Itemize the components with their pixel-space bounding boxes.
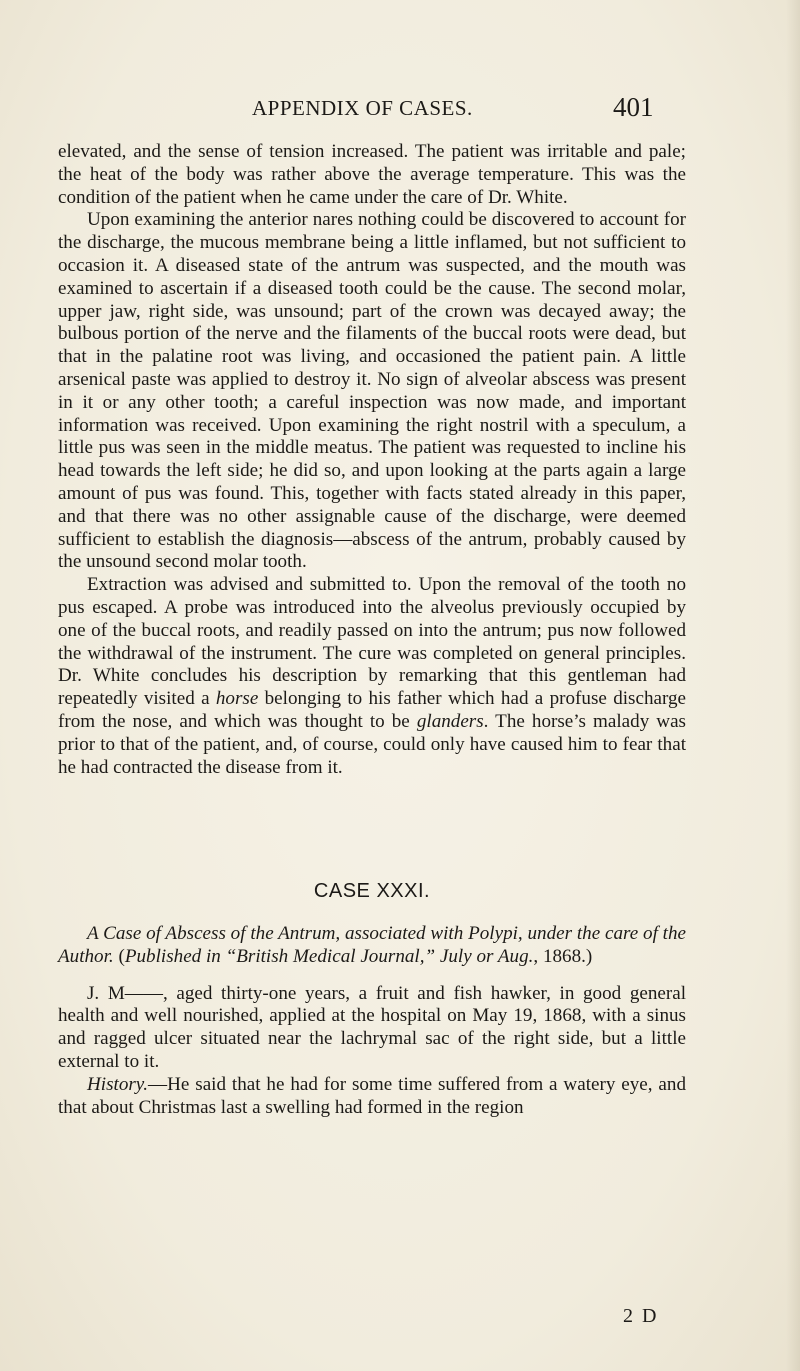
emphasis-glanders: glanders [416, 710, 484, 732]
paragraph-continuation: elevated, and the sense of tension increased. The patient was irritable and pale; the heat of the body was rather above the average temperature. This was the condition of the patient when he came under the care of Dr. White. [58, 141, 686, 208]
paragraph-extraction [58, 574, 686, 779]
case-title-main: A Case of Abscess of the Antrum, associated with Polypi, under the care of the Author. [58, 923, 686, 967]
case-title-paren-open: ( [113, 945, 125, 967]
emphasis-horse: horse [215, 688, 259, 710]
history-label: History. [87, 1073, 149, 1095]
signature-mark: 2 D [623, 1305, 659, 1327]
page-header [0, 92, 800, 128]
paragraph-extraction-text-3: . The horse’s malady was prior to that of the patient, and, of course, could only have caused him to fear that he had contracted the disease from it. [58, 710, 686, 778]
body-text [58, 141, 686, 779]
page-number: 401 [613, 92, 654, 122]
case-paragraph-history [58, 1074, 686, 1120]
case-paragraph-patient: J. M——, aged thirty-one years, a fruit and fish hawker, in good general health and well nourished, applied at the hospital on May 19, 1868, with a sinus and ragged ulcer situated near the lachrymal sac of the right side, but a little external to it. [58, 982, 686, 1072]
case-title-published: Published in “British Medical Journal,” July or Aug. [124, 945, 534, 967]
paragraph-extraction-text-2: belonging to his father which had a profuse discharge from the nose, and which was thought to be [58, 688, 687, 732]
paragraph-examination: Upon examining the anterior nares nothing could be discovered to account for the discharge, the mucous membrane being a little inflamed, but not sufficient to occasion it. A diseased state of the antrum was suspected, and the mouth was examined to ascertain if a diseased tooth could be the cause. The second molar, upper jaw, right side, was unsound; part of the crown was decayed away; the bulbous portion of the nerve and the filaments of the buccal roots were dead, but that in the palatine root was living, and occasioned the patient pain. A little arsenical paste was applied to destroy it. No sign of alveolar abscess was present in it or any other tooth; a careful inspection was now made, and important information was received. Upon examining the right nostril with a speculum, a little pus was seen in the middle meatus. The patient was requested to incline his head towards the left side; he did so, and upon looking at the parts again a large amount of pus was found. This, together with facts stated already in this paper, and that there was no other assignable cause of the discharge, were deemed sufficient to establish the diagnosis—abscess of the antrum, probably caused by the unsound second molar tooth. [58, 209, 686, 573]
running-head: APPENDIX OF CASES. [252, 96, 473, 120]
history-text: —He said that he had for some time suffered from a watery eye, and that about Christmas last a swelling had formed in the region [58, 1073, 686, 1118]
case-title-year: , 1868.) [533, 945, 593, 967]
paragraph-extraction-text-1: Extraction was advised and submitted to. Upon the removal of the tooth no pus escaped. A probe was introduced into the alveolus previously occupied by one of the buccal roots, and readily passed on into the antrum; pus now followed the withdrawal of the instrument. The cure was completed on general principles. Dr. White concludes his description by remarking that this gentleman had repeatedly visited a [58, 574, 686, 710]
case-heading: CASE XXXI. [313, 880, 431, 902]
case-title [58, 923, 686, 969]
case-block [58, 923, 686, 1119]
